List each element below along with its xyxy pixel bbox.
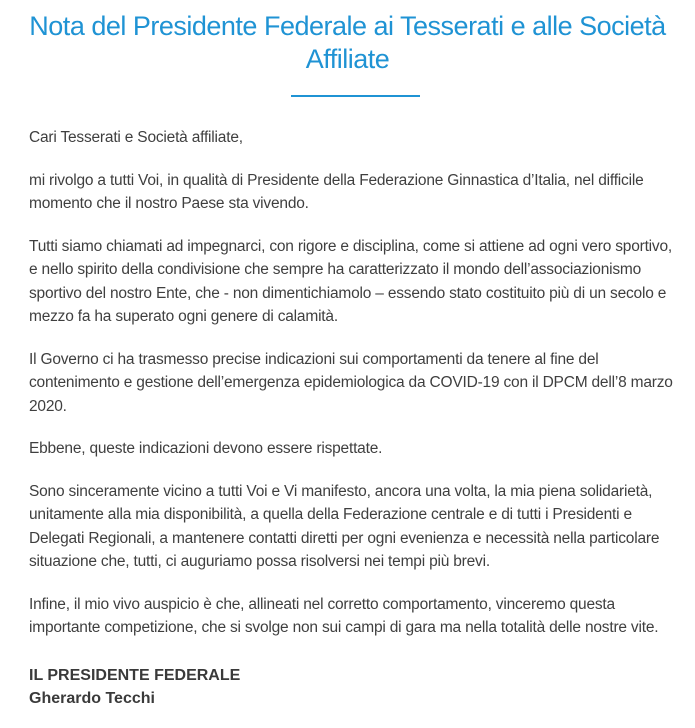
article-title-line-1: Nota del Presidente Federale ai Tesserati e alle Società xyxy=(29,11,666,41)
body-paragraph: Tutti siamo chiamati ad impegnarci, con rigore e disciplina, come si attiene ad ogni vero sportivo, e nello spirito della condivisione che sempre ha caratterizzato il mondo dell’associazionismo sportivo del nostro Ente, che - non dimentichiamolo – essendo stato costituito più di un secolo e mezzo fa ha superato ogni genere di calamità. xyxy=(29,237,672,325)
article-title xyxy=(0,10,695,76)
signature-name: Gherardo Tecchi xyxy=(29,690,155,707)
article-title-line-2: Affiliate xyxy=(305,44,390,74)
body-paragraph: mi rivolgo a tutti Voi, in qualità di Presidente della Federazione Ginnastica d’Italia, nel difficile momento che il nostro Paese sta vivendo. xyxy=(29,171,644,212)
salutation-paragraph: Cari Tesserati e Società affiliate, xyxy=(29,129,243,146)
body-paragraph: Ebbene, queste indicazioni devono essere rispettate. xyxy=(29,440,383,457)
title-underline-divider xyxy=(291,95,420,97)
closing-paragraph: Infine, il mio vivo auspicio è che, allineati nel corretto comportamento, vinceremo questa importante competizione, che si svolge non sui campi di gara ma nella totalità delle nostre vite. xyxy=(29,595,659,636)
article-body xyxy=(29,126,679,659)
body-paragraph: Sono sinceramente vicino a tutti Voi e Vi manifesto, ancora una volta, la mia piena solidarietà, unitamente alla mia disponibilità, a quella della Federazione centrale e di tutti i Presidenti e Delegati Regionali, a mantenere contatti diretti per ogni evenienza e necessità nella particolare situazione che, tutti, ci auguriamo possa risolversi nei tempi più brevi. xyxy=(29,482,660,570)
signature-role: IL PRESIDENTE FEDERALE xyxy=(29,667,241,684)
body-paragraph: Il Governo ci ha trasmesso precise indicazioni sui comportamenti da tenere al fine del contenimento e gestione dell’emergenza epidemiologica da COVID-19 con il DPCM dell’8 marzo 2020. xyxy=(29,350,673,415)
signature-block xyxy=(29,664,240,710)
